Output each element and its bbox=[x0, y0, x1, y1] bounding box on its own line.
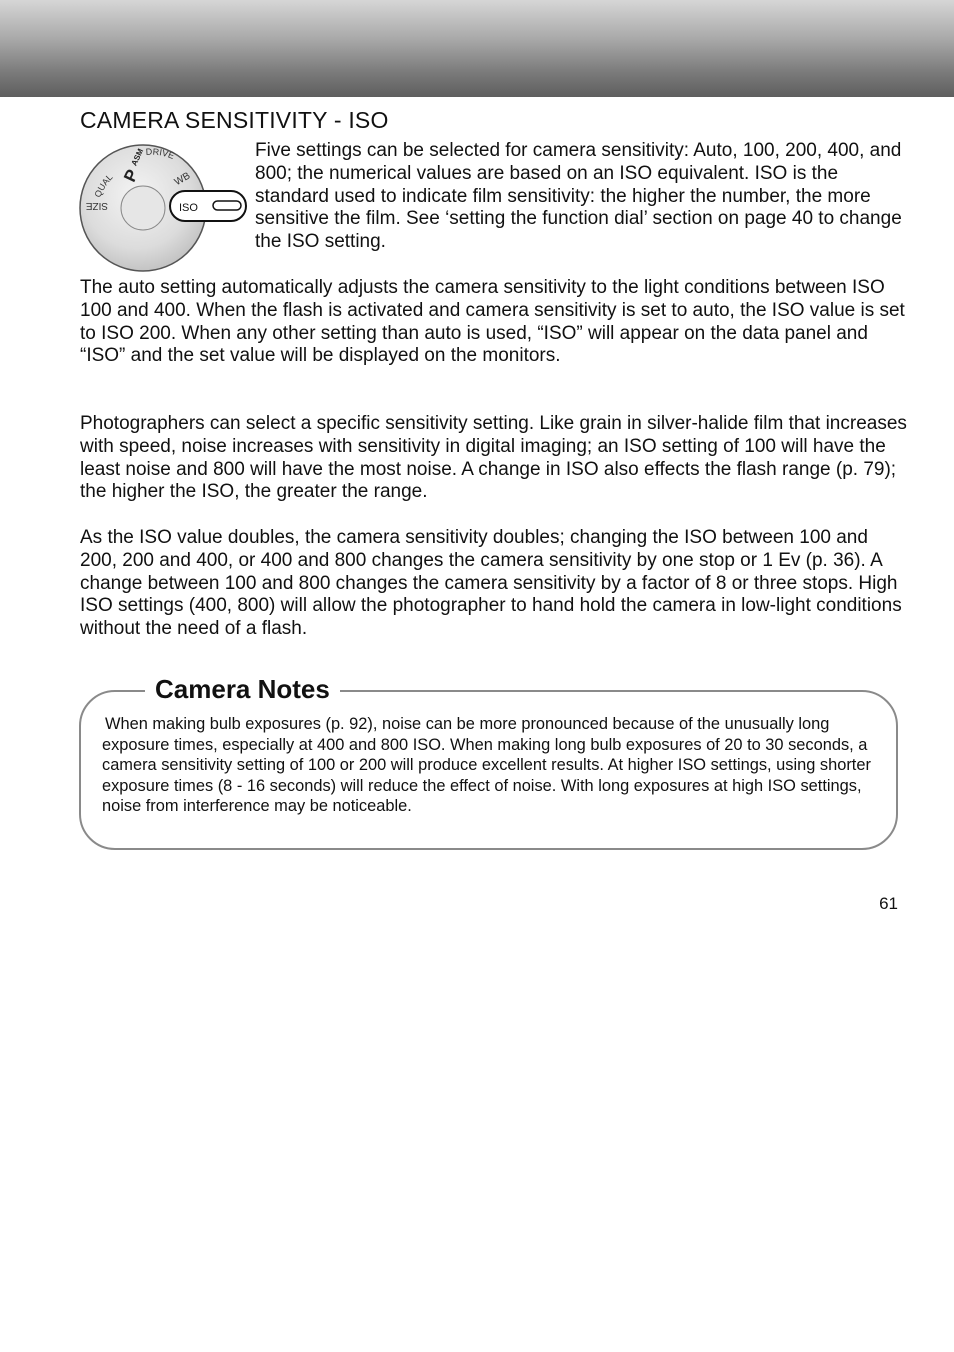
dial-label-size: SIZE bbox=[85, 200, 108, 211]
dial-center bbox=[121, 186, 165, 230]
dial-label-mode-asm: ASM bbox=[129, 147, 146, 168]
page-number: 61 bbox=[879, 894, 898, 913]
intro-paragraph: Five settings can be selected for camera sensitivity: Auto, 100, 200, 400, and 800; the numerical values are based on an ISO equivalent. ISO is the standard used to indicate film sensitivity: the higher the number, the more sensitive the film. See ‘setting the function dial’ section on page 40 to change the ISO setting. bbox=[255, 140, 902, 253]
dial-label-drive: DRIVE bbox=[145, 146, 176, 161]
dial-label-mode-p: P bbox=[120, 166, 143, 185]
dial-label-qual: QUAL bbox=[92, 171, 115, 199]
dial-label-iso: ISO bbox=[179, 202, 198, 214]
header-band bbox=[0, 0, 954, 97]
section-title: CAMERA SENSITIVITY - ISO bbox=[80, 107, 389, 133]
camera-notes-text: When making bulb exposures (p. 92), noise can be more pronounced because of the unusually long exposure times, especially at 400 and 800 ISO. When making long bulb exposures of 20 to 30 seconds, a camera sensitivity setting of 100 or 200 will produce excellent results. At higher ISO settings, using shorter exposure times (8 - 16 seconds) will reduce the effect of noise. With long exposures at high ISO settings, noise from interference may be noticeable. bbox=[102, 715, 871, 816]
body-paragraph-noise: Photographers can select a specific sensitivity setting. Like grain in silver-halide film that increases with speed, noise increases with sensitivity in digital imaging; an ISO setting of 100 will have the least noise and 800 will have the most noise. A change in ISO also effects the flash range (p. 79); the higher the ISO, the greater the range. bbox=[80, 413, 907, 503]
body-paragraph-stops: As the ISO value doubles, the camera sensitivity doubles; changing the ISO between 100 and 200, 200 and 400, or 400 and 800 changes the camera sensitivity by one stop or 1 Ev (p. 36). A change between 100 and 800 changes the camera sensitivity by a factor of 8 or three stops. High ISO settings (400, 800) will allow the photographer to hand hold the camera in low-light conditions without the need of a flash. bbox=[80, 527, 902, 640]
camera-notes-title: Camera Notes bbox=[145, 674, 340, 705]
body-paragraph-auto: The auto setting automatically adjusts the camera sensitivity to the light conditions between ISO 100 and 400. When the flash is activated and camera sensitivity is set to auto, the ISO value is set to ISO 200. When any other setting than auto is used, “ISO” will appear on the data panel and “ISO” and the set value will be displayed on the monitors. bbox=[80, 277, 905, 367]
iso-indicator-mark bbox=[213, 201, 241, 210]
dial-label-wb: WB bbox=[172, 170, 193, 189]
function-dial-illustration bbox=[78, 143, 248, 273]
